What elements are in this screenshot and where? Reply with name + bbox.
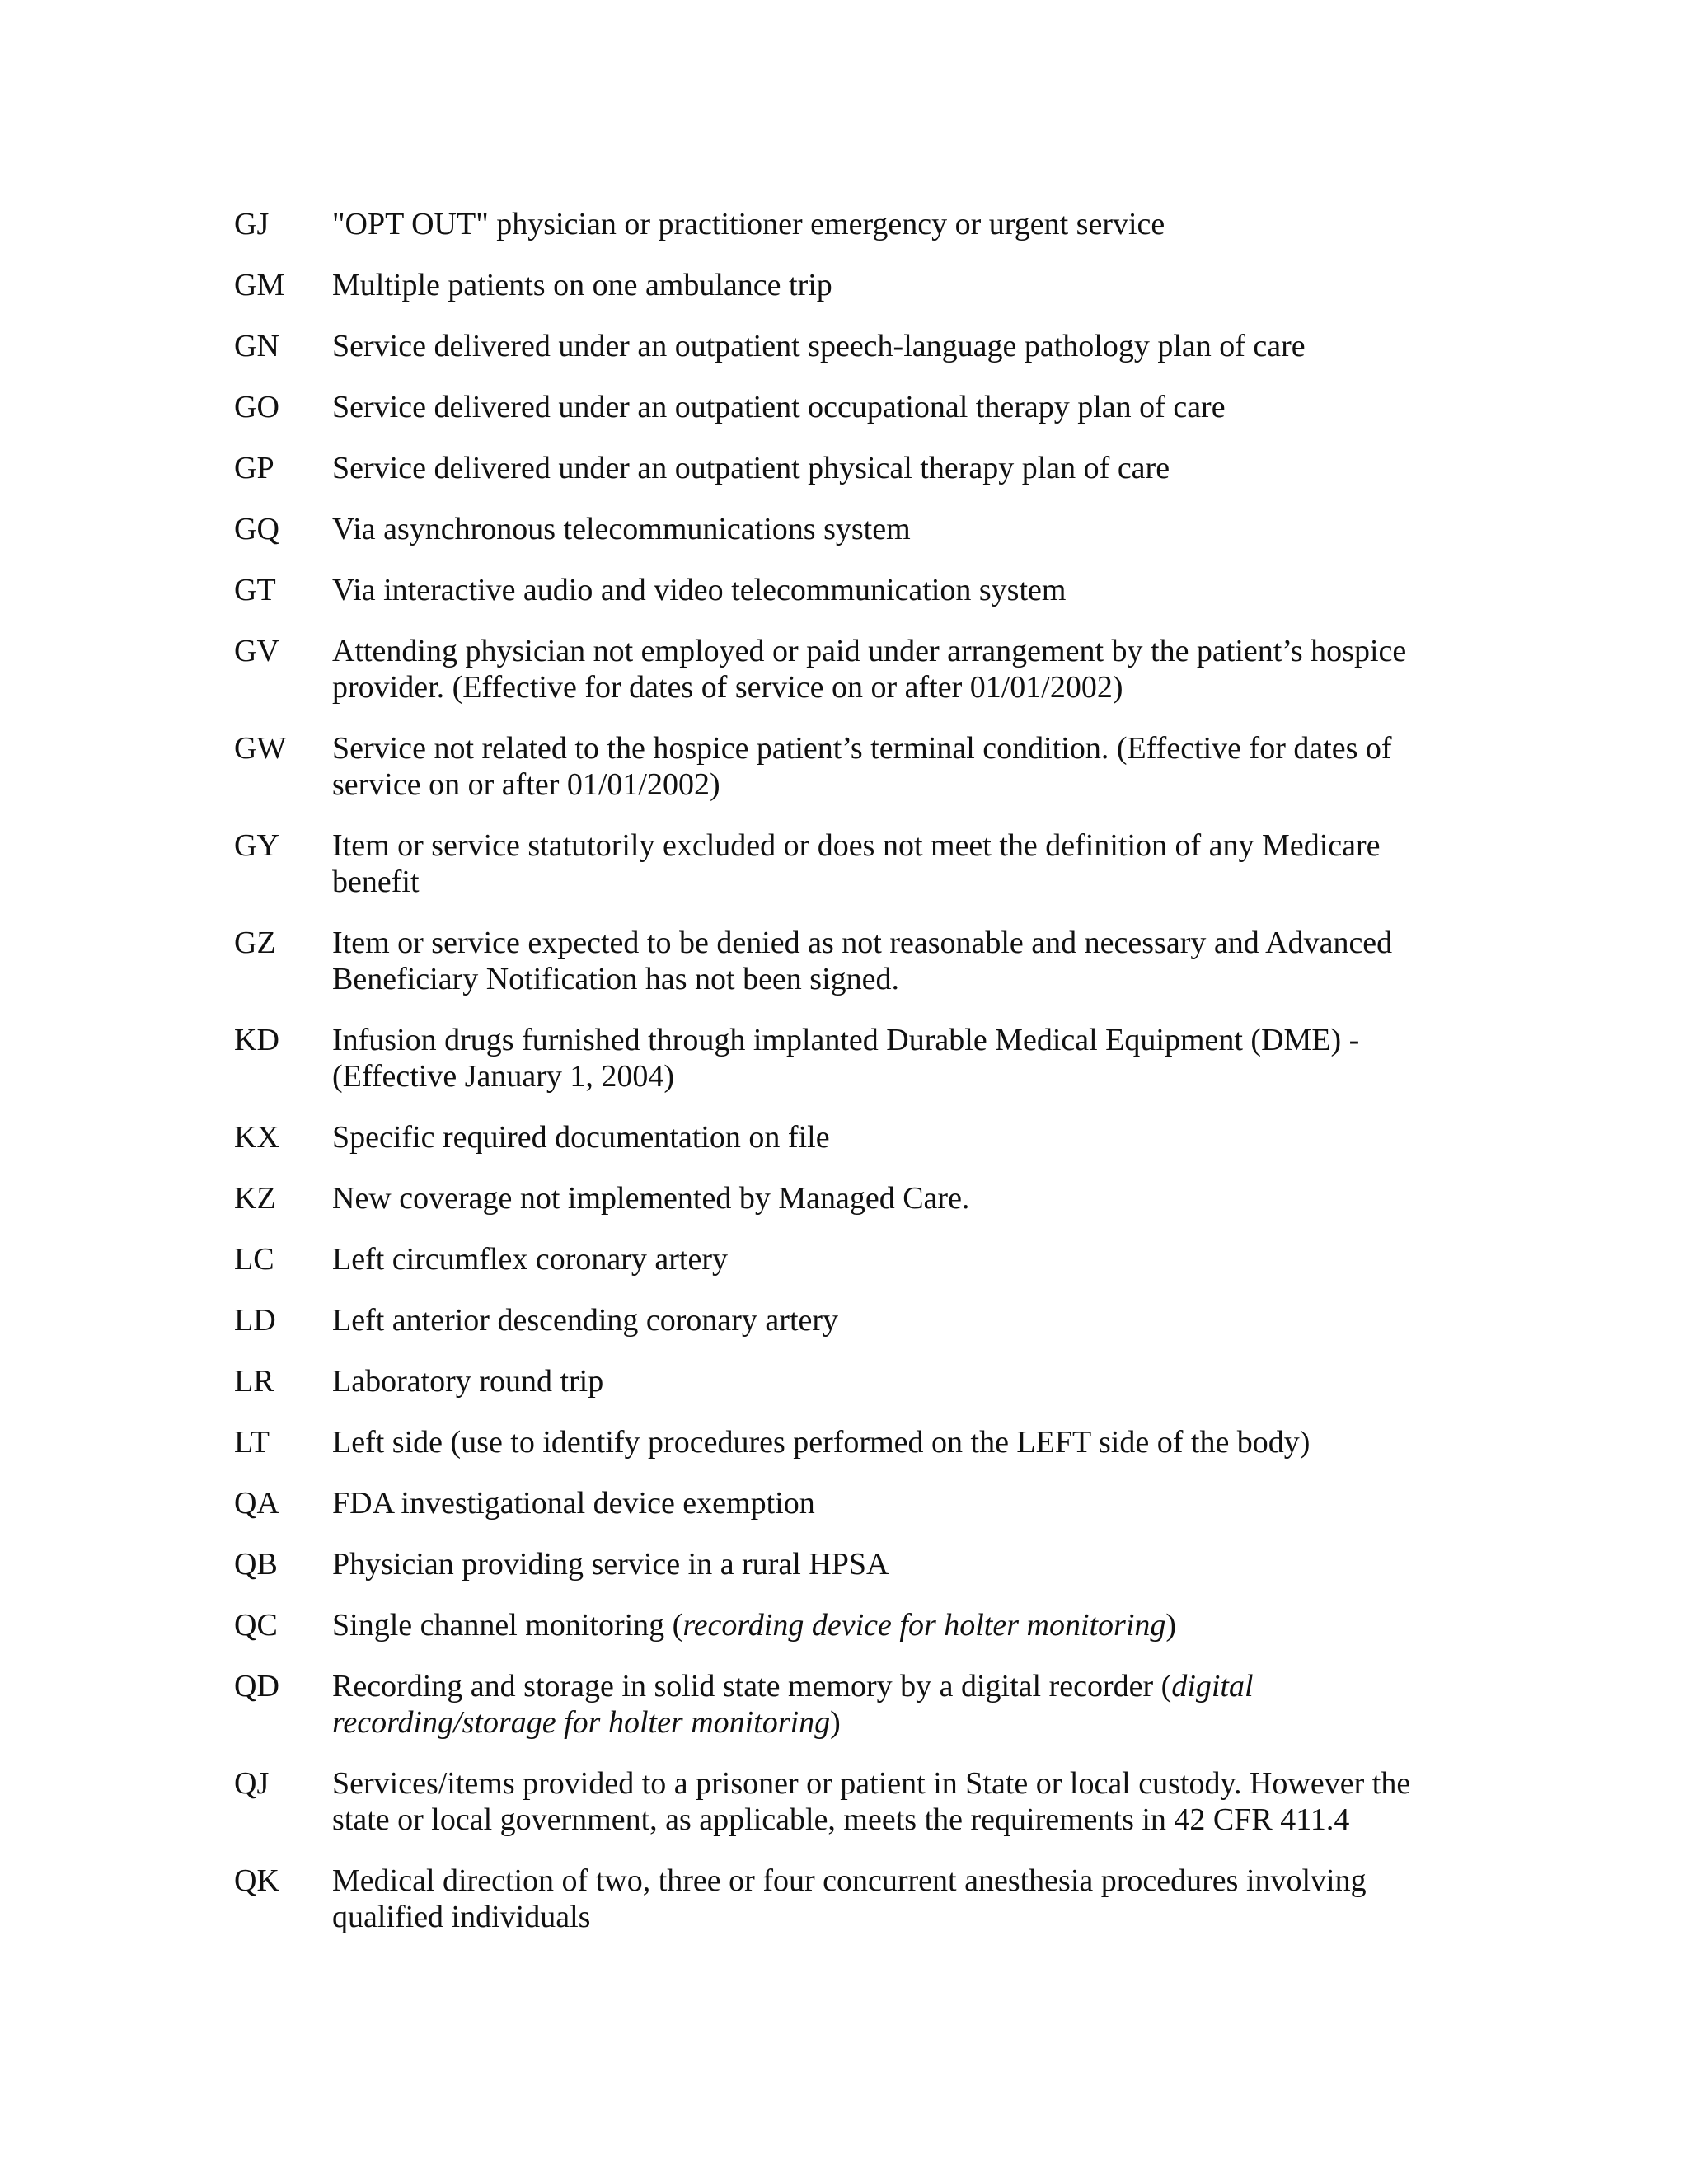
list-item [234,206,1454,242]
modifier-list [234,206,1454,1960]
modifier-description: Medical direction of two, three or four concurrent anesthesia procedures involving qualified individuals [332,1863,1367,1934]
modifier-description: Item or service expected to be denied as not reasonable and necessary and Advanced Beneficiary Notification has not been signed. [332,926,1393,996]
modifier-description: Service not related to the hospice patient’s terminal condition. (Effective for dates of service on or after 01/01/2002) [332,731,1392,802]
modifier-code: QB [234,1547,278,1582]
modifier-description: Physician providing service in a rural HPSA [332,1547,889,1582]
list-item [234,827,1454,900]
modifier-code: KX [234,1120,279,1155]
modifier-code: GZ [234,926,276,960]
modifier-description: Laboratory round trip [332,1364,604,1399]
modifier-code: GJ [234,207,270,241]
modifier-description: Left anterior descending coronary artery [332,1303,839,1338]
list-item [234,925,1454,997]
modifier-code: GV [234,634,279,668]
list-item [234,730,1454,803]
modifier-code: LT [234,1425,270,1460]
modifier-description [332,1607,1454,1643]
modifier-description: Left circumflex coronary artery [332,1242,729,1277]
modifier-description: Via asynchronous telecommunications system [332,512,911,546]
description-text: Recording and storage in solid state memory by a digital recorder ( [332,1669,1172,1704]
modifier-code: LD [234,1303,276,1338]
modifier-description: Left side (use to identify procedures performed on the LEFT side of the body) [332,1425,1311,1460]
list-item [234,1668,1454,1741]
modifier-code: QK [234,1863,279,1898]
modifier-description: "OPT OUT" physician or practitioner emergency or urgent service [332,207,1165,241]
list-item [234,450,1454,486]
modifier-code: KZ [234,1181,276,1216]
list-item [234,328,1454,364]
description-italic-text: digital recording/storage for holter monitoring [332,1669,1254,1740]
list-item [234,389,1454,425]
modifier-description: Service delivered under an outpatient physical therapy plan of care [332,451,1170,485]
list-item [234,1485,1454,1521]
list-item [234,267,1454,303]
modifier-code: QC [234,1608,278,1643]
list-item [234,1863,1454,1935]
list-item [234,1363,1454,1399]
modifier-description: Service delivered under an outpatient speech-language pathology plan of care [332,329,1306,363]
list-item [234,1022,1454,1094]
modifier-code: GT [234,573,276,607]
list-item [234,1424,1454,1460]
modifier-code: KD [234,1023,279,1057]
list-item [234,633,1454,705]
modifier-code: QJ [234,1766,270,1801]
modifier-code: GY [234,828,279,863]
modifier-code: GQ [234,512,279,546]
list-item [234,1241,1454,1277]
description-italic-text: recording device for holter monitoring [682,1608,1166,1643]
list-item [234,1607,1454,1643]
modifier-code: GM [234,268,285,302]
description-text-after: ) [830,1705,841,1740]
modifier-description: Multiple patients on one ambulance trip [332,268,832,302]
modifier-code: QD [234,1669,279,1704]
modifier-description: Infusion drugs furnished through implanted Durable Medical Equipment (DME) - (Effective January 1, 2004) [332,1023,1360,1094]
modifier-description: Service delivered under an outpatient occupational therapy plan of care [332,390,1226,424]
modifier-description: New coverage not implemented by Managed Care. [332,1181,970,1216]
list-item [234,572,1454,608]
modifier-code: GP [234,451,274,485]
modifier-description: FDA investigational device exemption [332,1486,815,1521]
modifier-code: GO [234,390,279,424]
list-item [234,1302,1454,1338]
modifier-description [332,1668,1454,1741]
modifier-description: Via interactive audio and video telecommunication system [332,573,1067,607]
list-item [234,1180,1454,1216]
modifier-code: GN [234,329,279,363]
modifier-description: Specific required documentation on file [332,1120,830,1155]
description-text: Single channel monitoring ( [332,1608,683,1643]
modifier-code: LR [234,1364,274,1399]
modifier-code: LC [234,1242,274,1277]
list-item [234,511,1454,547]
list-item [234,1119,1454,1155]
description-text-after: ) [1165,1608,1177,1643]
list-item [234,1546,1454,1582]
modifier-description: Item or service statutorily excluded or does not meet the definition of any Medicare benefit [332,828,1381,899]
modifier-description: Attending physician not employed or paid under arrangement by the patient’s hospice provider. (Effective for dates of service on or after 01/01/2002) [332,634,1407,705]
modifier-code: QA [234,1486,279,1521]
modifier-code: GW [234,731,287,766]
modifier-description: Services/items provided to a prisoner or patient in State or local custody. However the state or local government, as applicable, meets the requirements in 42 CFR 411.4 [332,1766,1411,1837]
list-item [234,1765,1454,1838]
